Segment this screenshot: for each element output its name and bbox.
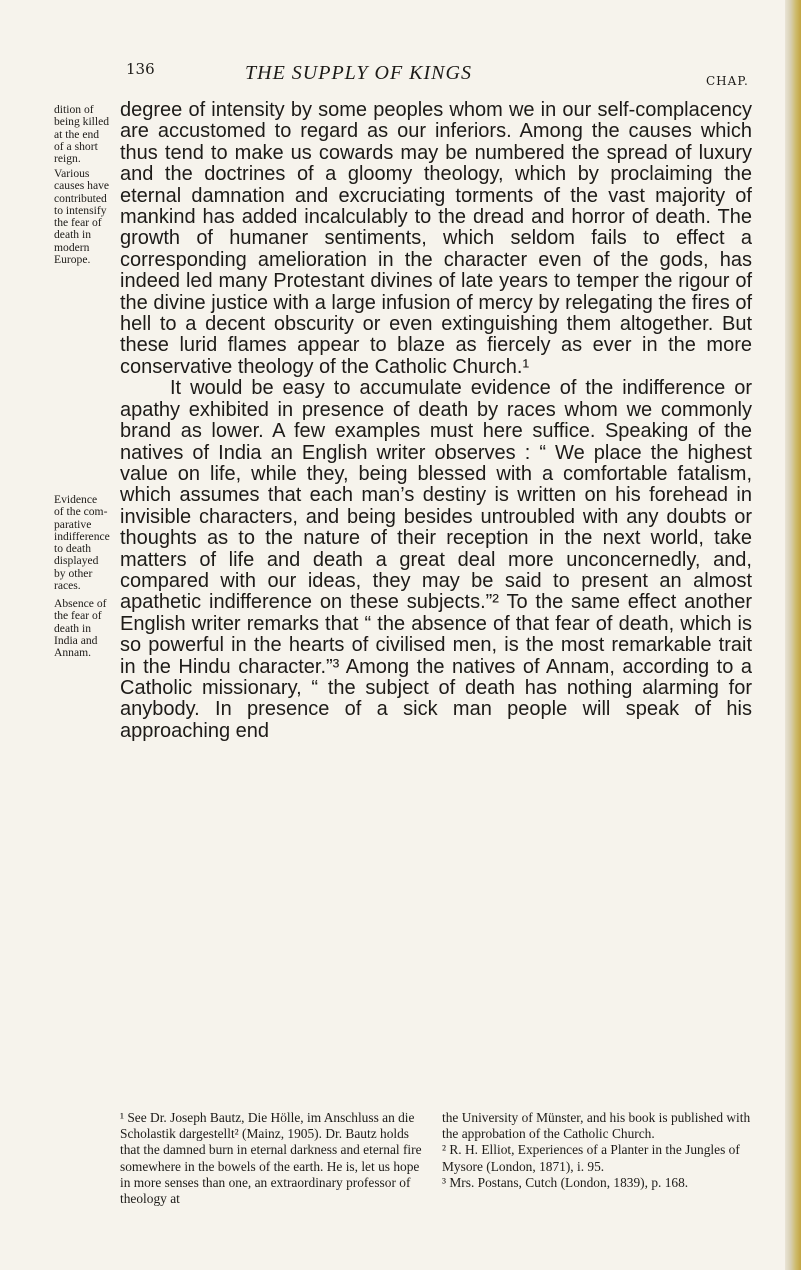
running-title: THE SUPPLY OF KINGS [245, 62, 472, 84]
footnote: ² R. H. Elliot, Experiences of a Planter in the Jungles of Mysore (London, 1871), i. 95. [442, 1142, 740, 1174]
paragraph: It would be easy to accumulate evidence of the indifference or apathy exhibited in presence of death by races whom we commonly brand as lower. A few examples must here suffice. Speaking of the natives of India an English writer observes : “ We place the highest value on life, while they, being blessed with a comfortable fatalism, which assumes that each man’s destiny is written on his forehead in invisible characters, and being besides untroubled with any doubts or thoughts as to the nature of their reception in the next world, take matters of life and death a great deal more unconcernedly, and, compared with our ideas, they may be said to present an almost apathetic indifference on these subjects.”² To the same effect another English writer remarks that “ the absence of that fear of death, which is so powerful in the hearts of civilised men, is the most remarkable trait in the Hindu character.”³ Among the natives of Annam, according to a Catholic missionary, “ the subject of death has nothing alarming for anybody. In presence of a sick man people will speak of his approaching end [120, 377, 752, 742]
footnote: ¹ See Dr. Joseph Bautz, Die Hölle, im Anschluss an die Scholastik dargestellt² (Mainz, 1905). Dr. Bautz holds that the damned burn in eternal darkness and eternal fire somewhere in the bowels of the earth. He is, let us hope in more senses than one, an extraordinary professor of theology at [120, 1110, 422, 1207]
page-edge [785, 0, 801, 1270]
paragraph: degree of intensity by some peoples whom we in our self-complacency are accustomed to regard as our inferiors. Among the causes which thus tend to make us cowards may be numbered the spread of luxury and the doctrines of a gloomy theology, which by proclaiming the eternal damnation and excruciating torments of the vast majority of mankind has added incalculably to the dread and horror of death. The growth of humaner sentiments, which seldom fails to effect a corresponding amelioration in the character even of the gods, has indeed led many Protestant divines of late years to temper the rigour of the divine justice with a large infusion of mercy by relegating the fires of hell to a decent obscurity or even extinguishing them altogether. But these lurid flames appear to blaze as fiercely as ever in the more conservative theology of the Catholic Church.¹ [120, 99, 752, 378]
margin-note: dition of being killed at the end of a short reign. [54, 103, 110, 166]
page-number: 136 [126, 60, 155, 78]
chapter-label: CHAP. [706, 74, 749, 88]
footnotes-right [442, 1110, 756, 1191]
footnotes-left [120, 1110, 426, 1207]
margin-note: Absence of the fear of death in India and Annam. [54, 597, 107, 660]
margin-note: Various causes have contributed to intensify the fear of death in modern Europe. [54, 167, 110, 267]
footnote: the University of Münster, and his book is published with the approbation of the Catholic Church. [442, 1110, 751, 1142]
margin-note: Evidence of the com- parative indifference to death displayed by other races. [54, 493, 110, 593]
running-head [0, 60, 801, 90]
body-text [120, 100, 752, 742]
footnote: ³ Mrs. Postans, Cutch (London, 1839), p. 168. [442, 1174, 689, 1190]
